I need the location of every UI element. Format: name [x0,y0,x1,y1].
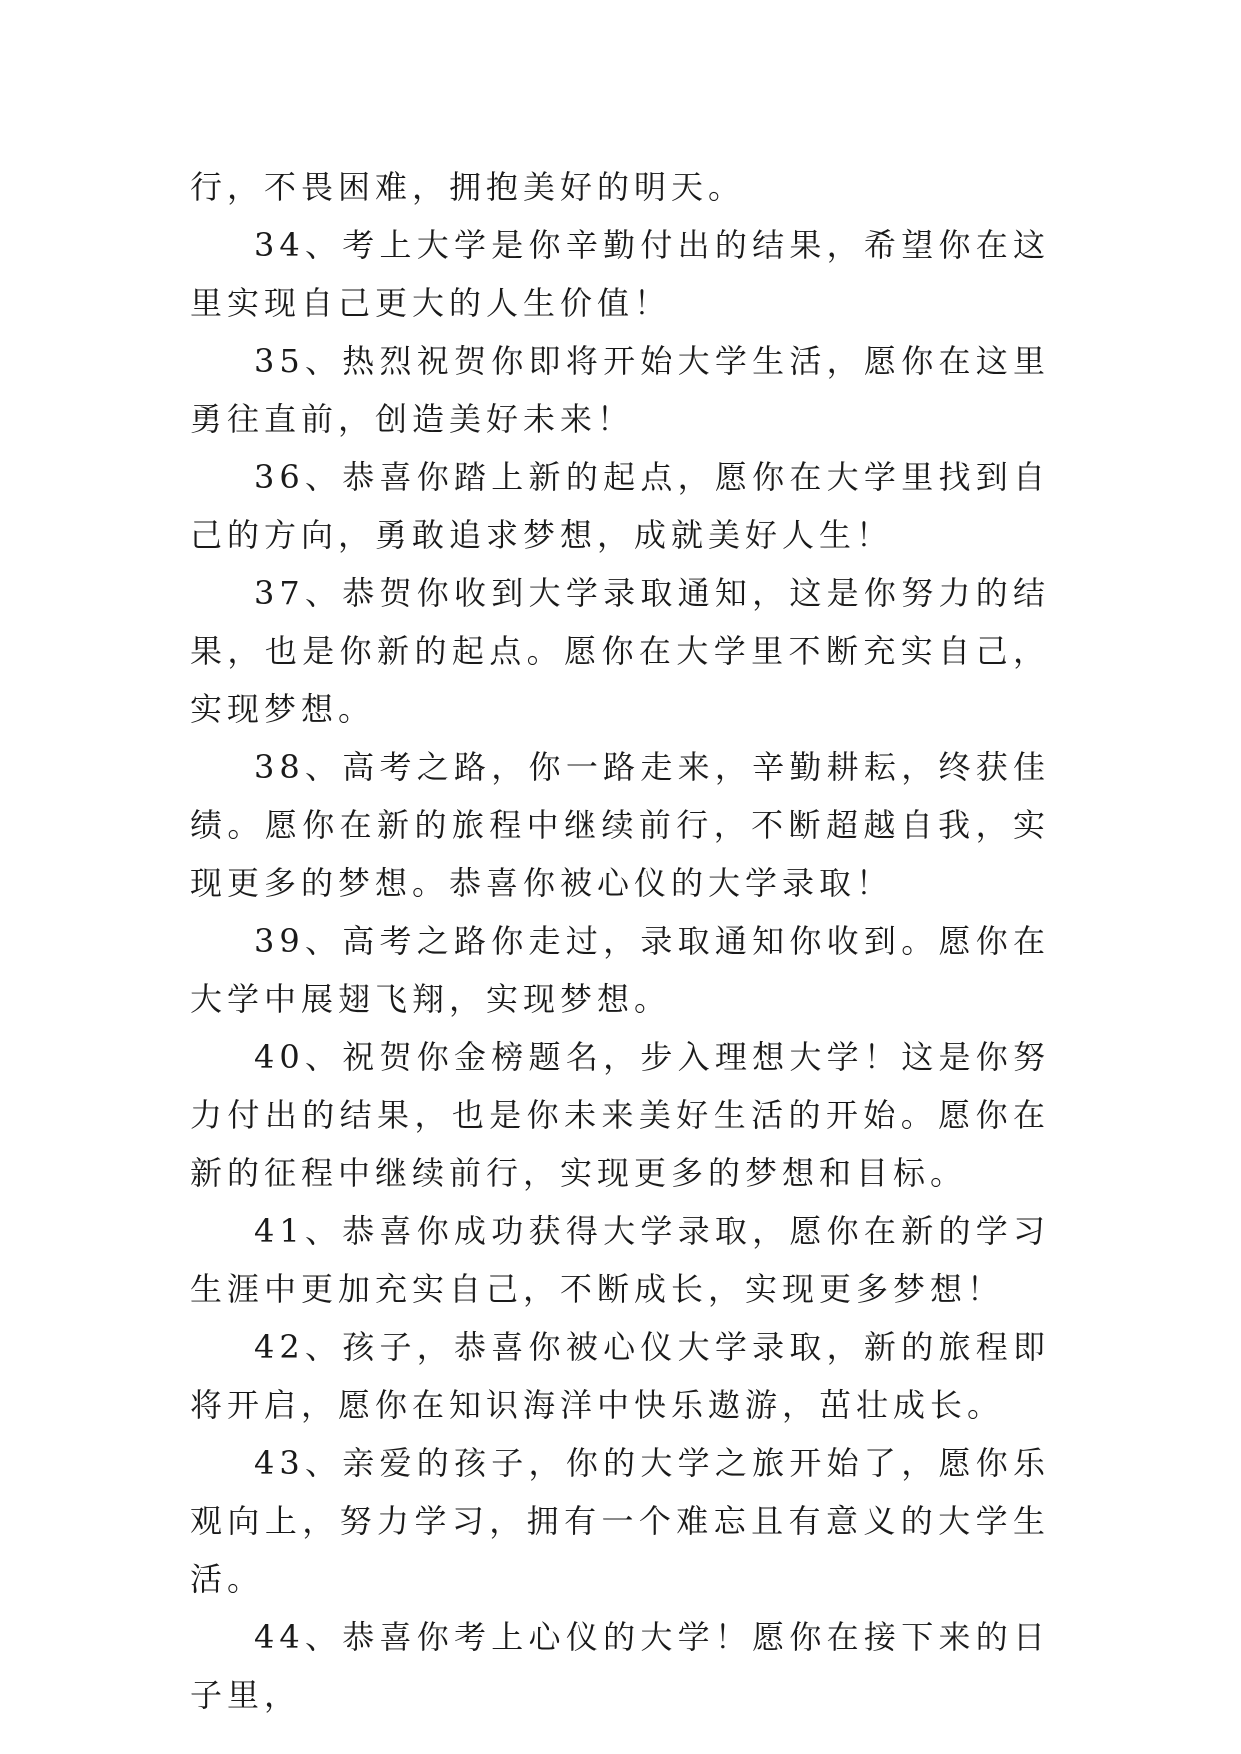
document-body [190,158,1050,1724]
paragraph-44: 44、恭喜你考上心仪的大学！愿你在接下来的日子里， [190,1618,1050,1714]
paragraph-continued: 行，不畏困难，拥抱美好的明天。 [190,168,746,206]
paragraph-38: 38、高考之路，你一路走来，辛勤耕耘，终获佳绩。愿你在新的旅程中继续前行，不断超越自我，实现更多的梦想。恭喜你被心仪的大学录取！ [190,748,1050,902]
paragraph-37: 37、恭贺你收到大学录取通知，这是你努力的结果，也是你新的起点。愿你在大学里不断充实自己，实现梦想。 [190,574,1050,728]
paragraph-35: 35、热烈祝贺你即将开始大学生活，愿你在这里勇往直前，创造美好未来！ [190,342,1050,438]
paragraph-42: 42、孩子，恭喜你被心仪大学录取，新的旅程即将开启，愿你在知识海洋中快乐遨游，茁壮成长。 [190,1328,1050,1424]
paragraph-39: 39、高考之路你走过，录取通知你收到。愿你在大学中展翅飞翔，实现梦想。 [190,922,1050,1018]
paragraph-41: 41、恭喜你成功获得大学录取，愿你在新的学习生涯中更加充实自己，不断成长，实现更多梦想！ [190,1212,1050,1308]
paragraph-36: 36、恭喜你踏上新的起点，愿你在大学里找到自己的方向，勇敢追求梦想，成就美好人生！ [190,458,1050,554]
paragraph-40: 40、祝贺你金榜题名，步入理想大学！这是你努力付出的结果，也是你未来美好生活的开始。愿你在新的征程中继续前行，实现更多的梦想和目标。 [190,1038,1050,1192]
paragraph-34: 34、考上大学是你辛勤付出的结果，希望你在这里实现自己更大的人生价值！ [190,226,1050,322]
paragraph-43: 43、亲爱的孩子，你的大学之旅开始了，愿你乐观向上，努力学习，拥有一个难忘且有意义的大学生活。 [190,1444,1050,1598]
